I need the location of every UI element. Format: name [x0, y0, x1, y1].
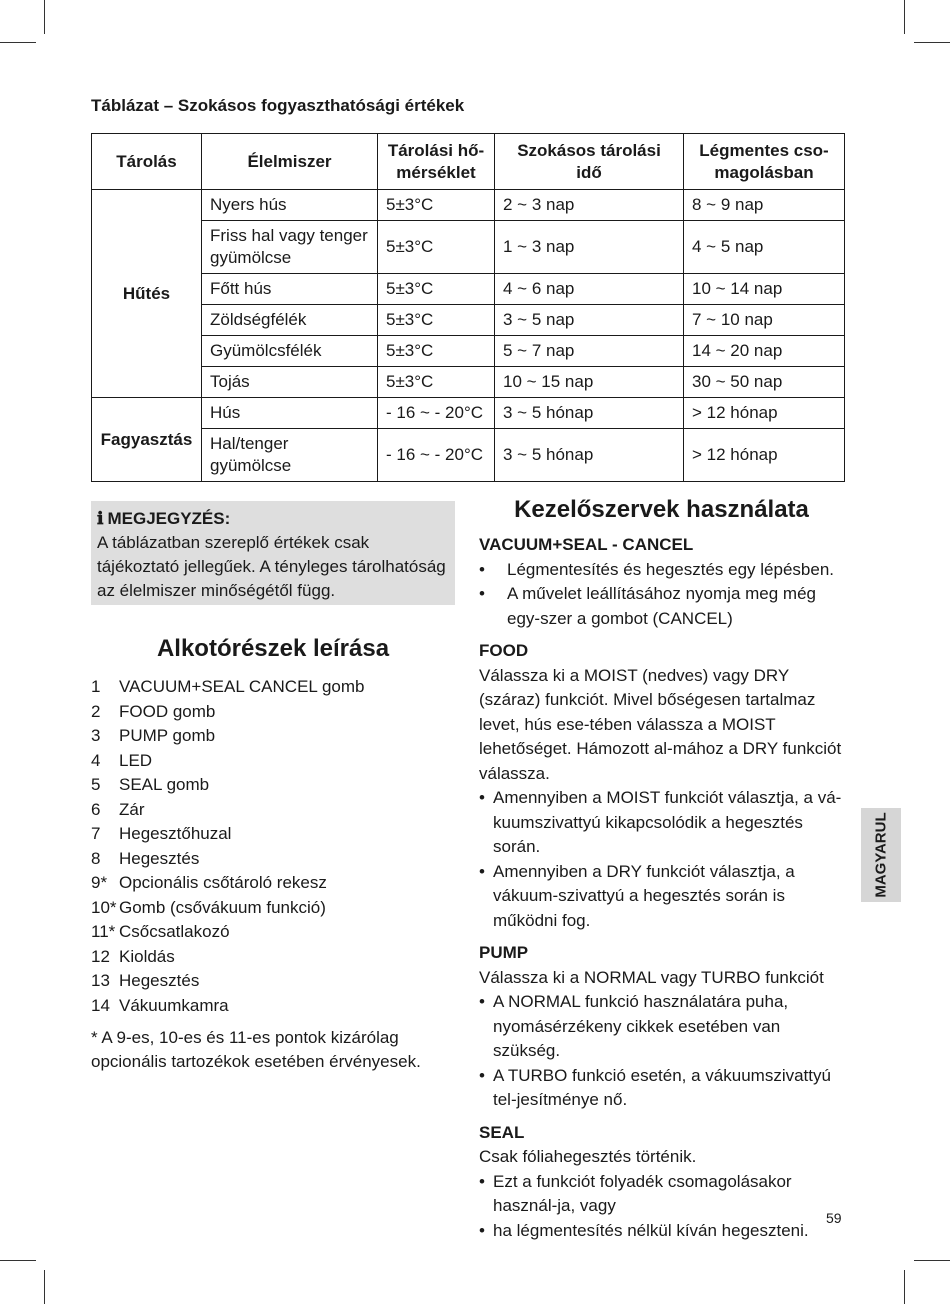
header-normal-storage: Szokásos tárolási idő: [495, 134, 684, 190]
item-label: Hegesztés: [119, 848, 200, 868]
item-number: 9*: [91, 873, 108, 892]
item-label: Hegesztőhuzal: [119, 824, 232, 843]
list-item: [91, 798, 461, 823]
controls-section: [479, 533, 844, 1243]
parts-heading: Alkotórészek leírása: [156, 635, 390, 662]
bullet: •: [479, 584, 485, 603]
item-label: VACUUM+SEAL CANCEL gomb: [119, 677, 365, 696]
cell-normal: 5 ~ 7 nap: [495, 336, 684, 367]
list-item: [479, 1064, 844, 1113]
header-temperature: Tárolási hő-mérséklet: [378, 134, 495, 190]
item-label: SEAL gomb: [119, 775, 210, 794]
pump-bullet-2: A TURBO funkció esetén, a vákuumszivattyú tel-jesítménye nő.: [493, 1065, 831, 1109]
note-title: MEGJEGYZÉS:: [107, 509, 231, 528]
item-number: 3: [91, 726, 101, 745]
controls-heading: Kezelőszervek használata: [514, 496, 809, 523]
crop-mark: [44, 0, 45, 34]
pump-bullet-1: A NORMAL funkció használatára puha, nyomásérzékeny cikkek esetében van szükség.: [493, 992, 789, 1060]
item-label: PUMP gomb: [119, 726, 216, 745]
cell-temp: 5±3°C: [378, 190, 495, 221]
list-item: [91, 920, 461, 945]
list-item: [91, 749, 461, 774]
cell-normal: 4 ~ 6 nap: [495, 274, 684, 305]
parts-list: [91, 675, 461, 1018]
food-title: FOOD: [479, 641, 529, 660]
crop-mark: [904, 0, 905, 34]
bullet: •: [479, 1065, 485, 1085]
item-label: Opcionális csőtároló rekesz: [119, 873, 327, 892]
list-item: [479, 990, 844, 1064]
cell-temp: 5±3°C: [378, 274, 495, 305]
seal-bullet-2: ha légmentesítés nélkül kíván hegeszteni.: [493, 1220, 809, 1240]
table-header-row: [92, 134, 845, 190]
bullet: •: [479, 992, 485, 1011]
seal-text: Csak fóliahegesztés történik.: [479, 1147, 697, 1166]
seal-bullet-1: Ezt a funkciót folyadék csomagolásakor használ-ja, vagy: [493, 1171, 792, 1215]
item-label: Csőcsatlakozó: [119, 922, 230, 941]
bullet: •: [479, 788, 485, 807]
cell-food: Hal/tenger gyümölcse: [202, 429, 378, 482]
item-number: 1: [91, 677, 101, 696]
list-item: [479, 1170, 844, 1219]
cell-normal: 3 ~ 5 hónap: [495, 398, 684, 429]
list-item: [479, 786, 844, 860]
table-row: [92, 221, 845, 274]
list-item: [91, 994, 461, 1019]
list-item: [479, 1219, 844, 1244]
list-item: [479, 860, 844, 934]
header-vacuum-storage: Légmentes cso-magolásban: [684, 134, 845, 190]
cell-temp: - 16 ~ - 20°C: [378, 429, 495, 482]
item-label: Kioldás: [119, 946, 175, 966]
item-number: 4: [91, 750, 101, 770]
list-item: [479, 582, 844, 631]
cell-vacuum: 7 ~ 10 nap: [684, 305, 845, 336]
item-number: 8: [91, 848, 101, 868]
cell-normal: 10 ~ 15 nap: [495, 367, 684, 398]
table-row: [92, 305, 845, 336]
info-icon: ℹ: [97, 509, 104, 529]
cell-vacuum: 30 ~ 50 nap: [684, 367, 845, 398]
cell-normal: 3 ~ 5 hónap: [495, 429, 684, 482]
cell-temp: 5±3°C: [378, 221, 495, 274]
list-item: [91, 822, 461, 847]
item-number: 5: [91, 775, 101, 794]
cell-food: Zöldségfélék: [202, 305, 378, 336]
header-storage: Tárolás: [92, 134, 202, 190]
item-label: FOOD gomb: [119, 701, 216, 721]
item-label: Gomb (csővákuum funkció): [119, 897, 326, 917]
bullet: •: [479, 559, 485, 579]
food-bullet-1: Amennyiben a MOIST funkciót választja, a vá-kuumszivattyú kikapcsolódik a hegesztés során.: [493, 788, 842, 856]
language-tab-label: MAGYARUL: [872, 812, 890, 898]
list-item: [479, 558, 844, 583]
food-text: Válassza ki a MOIST (nedves) vagy DRY (száraz) funkciót. Mivel bőségesen tartalmaz levet, hús ese-tében válassza a MOIST lehetőséget. Hámozott al-mához a DRY funkciót válassza.: [479, 665, 842, 783]
crop-mark: [0, 1260, 36, 1261]
cell-vacuum: 14 ~ 20 nap: [684, 336, 845, 367]
cell-food: Tojás: [202, 367, 378, 398]
cell-food: Gyümölcsfélék: [202, 336, 378, 367]
item-label: Vákuumkamra: [119, 995, 229, 1015]
parts-footnote: * A 9-es, 10-es és 11-es pontok kizárólag opcionális tartozékok esetében érvényesek.: [91, 1028, 421, 1071]
language-tab: [861, 808, 901, 902]
bullet: •: [479, 1171, 485, 1191]
crop-mark: [914, 1260, 950, 1261]
cell-food: Hús: [202, 398, 378, 429]
vacuum-bullet-1: Légmentesítés és hegesztés egy lépésben.: [507, 559, 834, 579]
list-item: [91, 773, 461, 798]
cell-vacuum: > 12 hónap: [684, 429, 845, 482]
crop-mark: [0, 42, 36, 43]
group-cooling: Hűtés: [92, 190, 202, 398]
pump-text: Válassza ki a NORMAL vagy TURBO funkciót: [479, 967, 824, 987]
note-heading: [97, 507, 449, 531]
bullet: •: [479, 1220, 485, 1240]
pump-title: PUMP: [479, 943, 529, 962]
cell-vacuum: 4 ~ 5 nap: [684, 221, 845, 274]
cell-temp: 5±3°C: [378, 367, 495, 398]
cell-vacuum: 10 ~ 14 nap: [684, 274, 845, 305]
vacuum-bullet-2: A művelet leállításához nyomja meg még egy-szer a gombot (CANCEL): [507, 584, 816, 628]
list-item: [91, 969, 461, 994]
table-row: [92, 190, 845, 221]
storage-table: [91, 133, 845, 482]
page-number: 59: [826, 1210, 842, 1226]
item-label: Hegesztés: [119, 971, 200, 990]
cell-temp: 5±3°C: [378, 336, 495, 367]
item-number: 14: [91, 995, 110, 1015]
bullet: •: [479, 861, 485, 881]
list-item: [91, 847, 461, 872]
item-number: 7: [91, 824, 101, 843]
table-row: [92, 274, 845, 305]
cell-normal: 3 ~ 5 nap: [495, 305, 684, 336]
cell-normal: 1 ~ 3 nap: [495, 221, 684, 274]
list-item: [91, 945, 461, 970]
vacuum-title: VACUUM+SEAL - CANCEL: [479, 535, 694, 554]
list-item: [91, 724, 461, 749]
table-row: [92, 429, 845, 482]
cell-temp: 5±3°C: [378, 305, 495, 336]
crop-mark: [914, 42, 950, 43]
crop-mark: [44, 1270, 45, 1304]
cell-vacuum: 8 ~ 9 nap: [684, 190, 845, 221]
cell-temp: - 16 ~ - 20°C: [378, 398, 495, 429]
item-number: 11*: [91, 922, 116, 941]
cell-food: Főtt hús: [202, 274, 378, 305]
cell-food: Friss hal vagy tenger gyümölcse: [202, 221, 378, 274]
item-number: 2: [91, 701, 101, 721]
item-label: LED: [119, 750, 153, 770]
item-number: 12: [91, 946, 110, 966]
note-text: A táblázatban szereplő értékek csak tájékoztató jellegűek. A tényleges tárolhatóság az élelmiszer minőségétől függ.: [97, 533, 446, 600]
cell-normal: 2 ~ 3 nap: [495, 190, 684, 221]
table-row: [92, 367, 845, 398]
table-row: [92, 336, 845, 367]
group-freezing: Fagyasztás: [92, 398, 202, 482]
header-food: Élelmiszer: [202, 134, 378, 190]
seal-title: SEAL: [479, 1122, 525, 1142]
cell-vacuum: > 12 hónap: [684, 398, 845, 429]
list-item: [91, 896, 461, 921]
cell-food: Nyers hús: [202, 190, 378, 221]
list-item: [91, 871, 461, 896]
list-item: [91, 675, 461, 700]
note-box: [91, 501, 455, 605]
list-item: [91, 700, 461, 725]
table-row: [92, 398, 845, 429]
item-number: 10*: [91, 897, 117, 917]
item-number: 13: [91, 971, 110, 990]
item-label: Zár: [119, 799, 145, 819]
item-number: 6: [91, 799, 101, 819]
food-bullet-2: Amennyiben a DRY funkciót választja, a vákuum-szivattyú a hegesztés során is működni fog.: [493, 861, 795, 930]
table-title: Táblázat – Szokásos fogyaszthatósági értékek: [91, 96, 465, 115]
crop-mark: [904, 1270, 905, 1304]
